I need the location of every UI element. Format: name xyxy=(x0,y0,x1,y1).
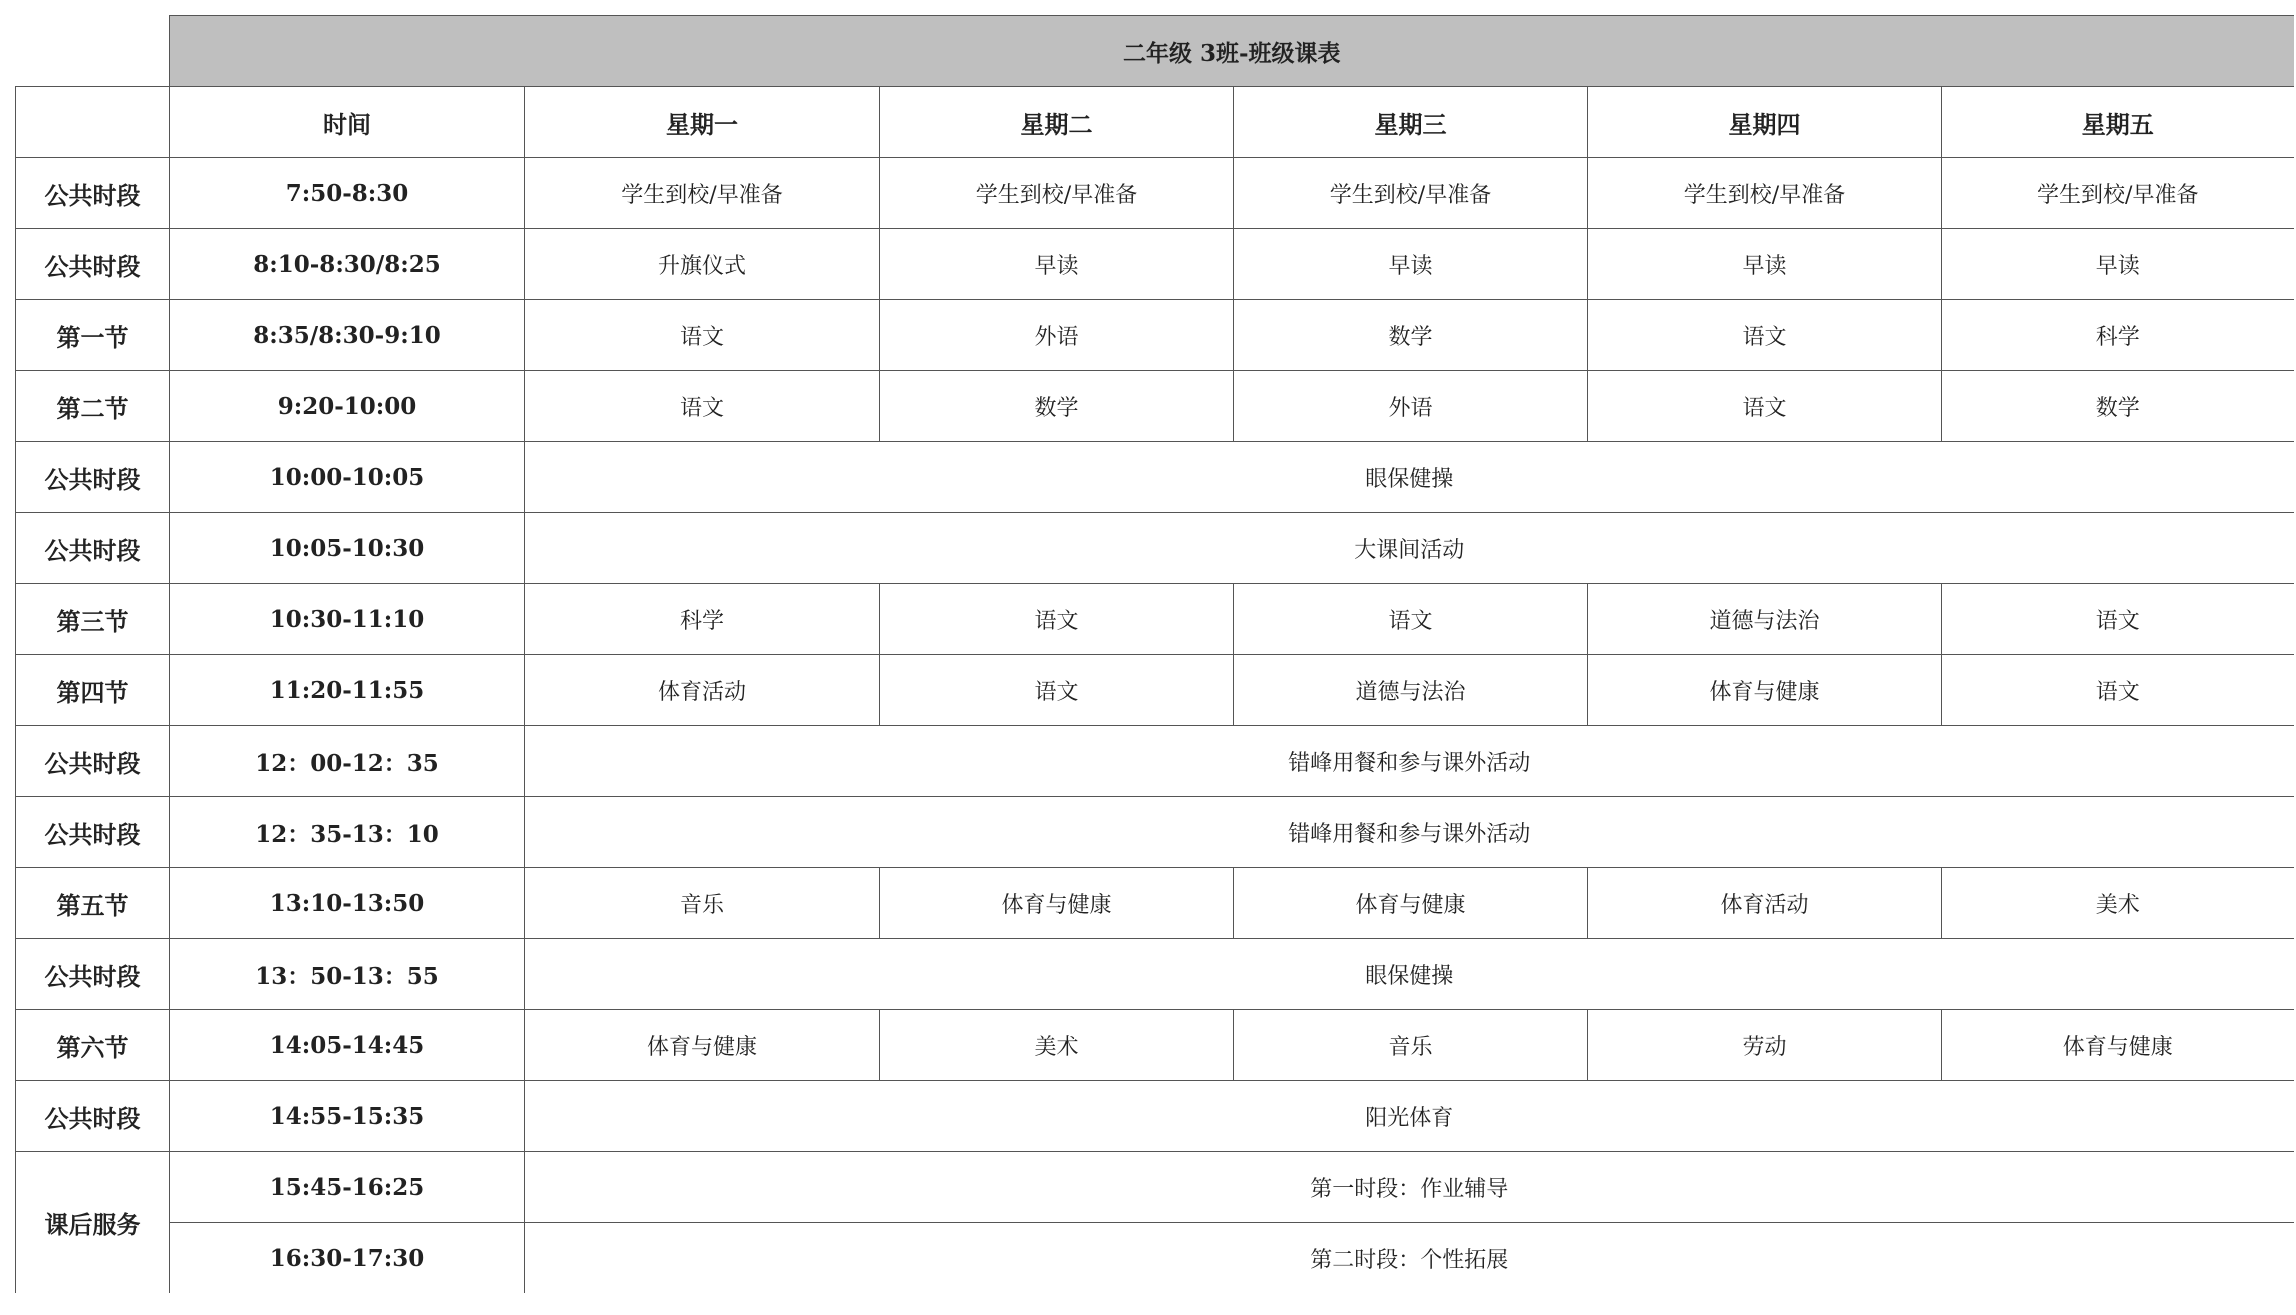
subject-cell: 数学 xyxy=(1942,371,2294,442)
header-thursday: 星期四 xyxy=(1588,87,1942,158)
period-label: 公共时段 xyxy=(16,158,170,229)
period-time: 9:20-10:00 xyxy=(170,371,525,442)
period-time: 10:05-10:30 xyxy=(170,513,525,584)
subject-cell: 美术 xyxy=(1942,868,2294,939)
subject-cell: 语文 xyxy=(1234,584,1588,655)
table-row xyxy=(16,371,2294,442)
subject-cell: 早读 xyxy=(1234,229,1588,300)
merged-activity-cell: 眼保健操 xyxy=(525,939,2294,1010)
subject-cell: 学生到校/早准备 xyxy=(1942,158,2294,229)
subject-cell: 劳动 xyxy=(1588,1010,1942,1081)
period-label: 公共时段 xyxy=(16,513,170,584)
subject-cell: 体育与健康 xyxy=(880,868,1234,939)
subject-cell: 数学 xyxy=(1234,300,1588,371)
subject-cell: 体育与健康 xyxy=(1234,868,1588,939)
table-row xyxy=(16,158,2294,229)
subject-cell: 早读 xyxy=(880,229,1234,300)
period-label: 公共时段 xyxy=(16,442,170,513)
subject-cell: 体育活动 xyxy=(525,655,880,726)
subject-cell: 外语 xyxy=(1234,371,1588,442)
table-row xyxy=(16,513,2294,584)
subject-cell: 体育活动 xyxy=(1588,868,1942,939)
corner-cell xyxy=(16,16,170,87)
merged-activity-cell: 第一时段：作业辅导 xyxy=(525,1152,2294,1223)
subject-cell: 体育与健康 xyxy=(1588,655,1942,726)
subject-cell: 体育与健康 xyxy=(525,1010,880,1081)
subject-cell: 科学 xyxy=(1942,300,2294,371)
subject-cell: 语文 xyxy=(1588,371,1942,442)
period-time: 14:05-14:45 xyxy=(170,1010,525,1081)
merged-activity-cell: 阳光体育 xyxy=(525,1081,2294,1152)
table-row xyxy=(16,1152,2294,1223)
period-label: 第六节 xyxy=(16,1010,170,1081)
table-row xyxy=(16,726,2294,797)
merged-activity-cell: 错峰用餐和参与课外活动 xyxy=(525,726,2294,797)
subject-cell: 语文 xyxy=(1942,584,2294,655)
table-row xyxy=(16,229,2294,300)
period-time: 12：35-13：10 xyxy=(170,797,525,868)
subject-cell: 早读 xyxy=(1588,229,1942,300)
period-time: 16:30-17:30 xyxy=(170,1223,525,1294)
period-label: 第五节 xyxy=(16,868,170,939)
table-row xyxy=(16,939,2294,1010)
subject-cell: 体育与健康 xyxy=(1942,1010,2294,1081)
period-label: 第二节 xyxy=(16,371,170,442)
period-label: 公共时段 xyxy=(16,797,170,868)
table-row xyxy=(16,797,2294,868)
subject-cell: 语文 xyxy=(880,655,1234,726)
period-time: 13:10-13:50 xyxy=(170,868,525,939)
period-label: 第三节 xyxy=(16,584,170,655)
period-label: 第一节 xyxy=(16,300,170,371)
subject-cell: 语文 xyxy=(1588,300,1942,371)
period-label: 公共时段 xyxy=(16,939,170,1010)
period-time: 10:30-11:10 xyxy=(170,584,525,655)
subject-cell: 学生到校/早准备 xyxy=(1588,158,1942,229)
subject-cell: 科学 xyxy=(525,584,880,655)
table-row xyxy=(16,442,2294,513)
table-title: 二年级 3班-班级课表 xyxy=(170,16,2294,87)
subject-cell: 数学 xyxy=(880,371,1234,442)
title-row xyxy=(16,16,2294,87)
subject-cell: 升旗仪式 xyxy=(525,229,880,300)
header-wednesday: 星期三 xyxy=(1234,87,1588,158)
subject-cell: 道德与法治 xyxy=(1588,584,1942,655)
header-monday: 星期一 xyxy=(525,87,880,158)
period-time: 12：00-12：35 xyxy=(170,726,525,797)
merged-activity-cell: 眼保健操 xyxy=(525,442,2294,513)
period-label: 第四节 xyxy=(16,655,170,726)
table-row xyxy=(16,1081,2294,1152)
subject-cell: 语文 xyxy=(525,371,880,442)
period-time: 14:55-15:35 xyxy=(170,1081,525,1152)
period-time: 10:00-10:05 xyxy=(170,442,525,513)
period-time: 13：50-13：55 xyxy=(170,939,525,1010)
header-corner xyxy=(16,87,170,158)
period-label: 公共时段 xyxy=(16,229,170,300)
period-time: 15:45-16:25 xyxy=(170,1152,525,1223)
after-school-label: 课后服务 xyxy=(16,1152,170,1294)
period-time: 8:10-8:30/8:25 xyxy=(170,229,525,300)
period-label: 公共时段 xyxy=(16,1081,170,1152)
subject-cell: 音乐 xyxy=(525,868,880,939)
merged-activity-cell: 大课间活动 xyxy=(525,513,2294,584)
table-row xyxy=(16,868,2294,939)
subject-cell: 早读 xyxy=(1942,229,2294,300)
table-row xyxy=(16,584,2294,655)
table-row xyxy=(16,655,2294,726)
subject-cell: 学生到校/早准备 xyxy=(880,158,1234,229)
header-time: 时间 xyxy=(170,87,525,158)
subject-cell: 语文 xyxy=(1942,655,2294,726)
subject-cell: 语文 xyxy=(525,300,880,371)
period-time: 8:35/8:30-9:10 xyxy=(170,300,525,371)
table-row xyxy=(16,300,2294,371)
subject-cell: 外语 xyxy=(880,300,1234,371)
class-schedule-table xyxy=(15,15,2294,1293)
period-time: 7:50-8:30 xyxy=(170,158,525,229)
period-time: 11:20-11:55 xyxy=(170,655,525,726)
subject-cell: 学生到校/早准备 xyxy=(1234,158,1588,229)
subject-cell: 音乐 xyxy=(1234,1010,1588,1081)
merged-activity-cell: 第二时段：个性拓展 xyxy=(525,1223,2294,1294)
subject-cell: 语文 xyxy=(880,584,1234,655)
subject-cell: 学生到校/早准备 xyxy=(525,158,880,229)
subject-cell: 美术 xyxy=(880,1010,1234,1081)
table-row xyxy=(16,1010,2294,1081)
subject-cell: 道德与法治 xyxy=(1234,655,1588,726)
header-friday: 星期五 xyxy=(1942,87,2294,158)
header-tuesday: 星期二 xyxy=(880,87,1234,158)
period-label: 公共时段 xyxy=(16,726,170,797)
table-row xyxy=(16,1223,2294,1294)
header-row xyxy=(16,87,2294,158)
merged-activity-cell: 错峰用餐和参与课外活动 xyxy=(525,797,2294,868)
